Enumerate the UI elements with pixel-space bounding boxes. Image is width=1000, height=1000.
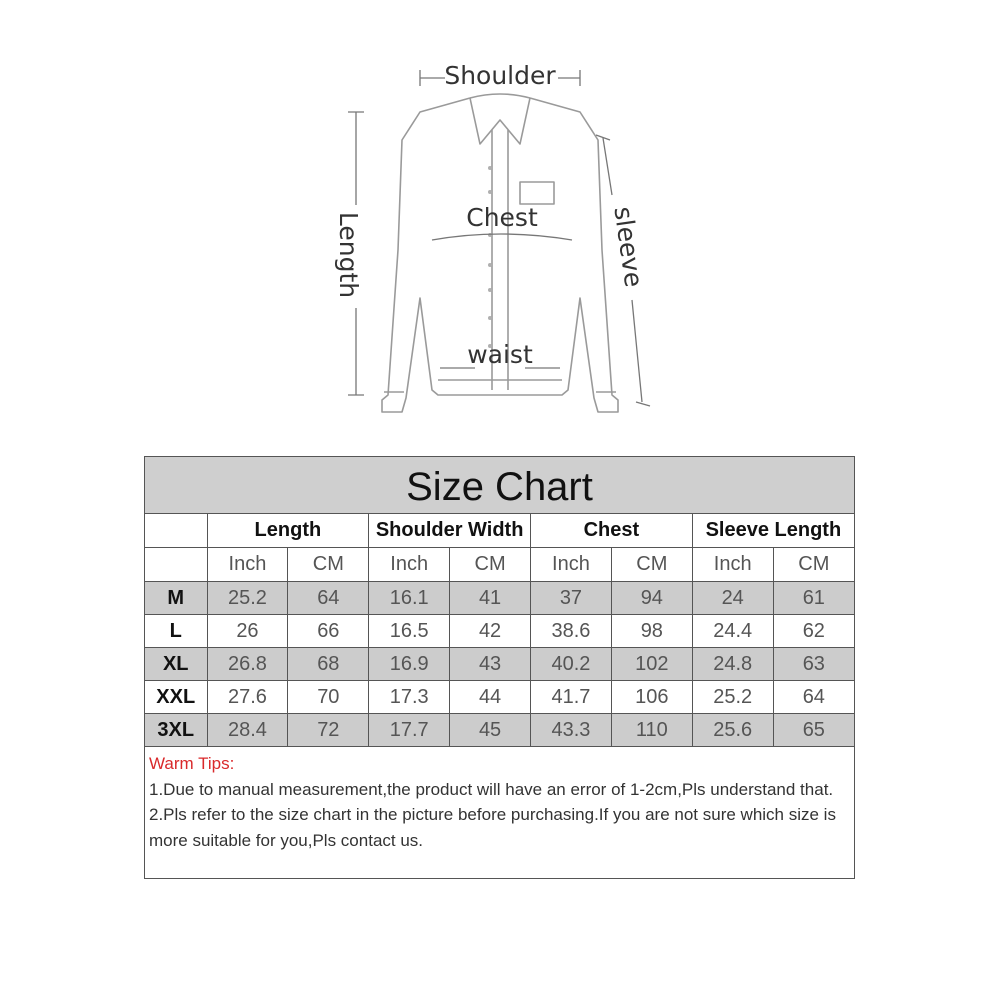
value-cell: 72 bbox=[288, 714, 369, 747]
shoulder-label: Shoulder bbox=[444, 61, 556, 90]
unit-header: CM bbox=[611, 548, 692, 582]
value-cell: 28.4 bbox=[207, 714, 288, 747]
unit-header: CM bbox=[288, 548, 369, 582]
chest-arrow bbox=[432, 234, 572, 240]
value-cell: 24.4 bbox=[692, 615, 773, 648]
unit-header: Inch bbox=[369, 548, 450, 582]
value-cell: 41 bbox=[450, 582, 531, 615]
shirt-illustration bbox=[320, 50, 680, 430]
size-cell: XL bbox=[145, 648, 207, 681]
group-header: Sleeve Length bbox=[692, 514, 854, 548]
value-cell: 64 bbox=[288, 582, 369, 615]
unit-header: Inch bbox=[692, 548, 773, 582]
group-header: Chest bbox=[531, 514, 693, 548]
size-chart bbox=[144, 456, 855, 879]
unit-header: CM bbox=[773, 548, 854, 582]
value-cell: 16.5 bbox=[369, 615, 450, 648]
shirt-measurement-diagram bbox=[320, 50, 680, 430]
group-header: Length bbox=[207, 514, 369, 548]
value-cell: 62 bbox=[773, 615, 854, 648]
size-chart-title: Size Chart bbox=[145, 457, 854, 514]
shirt-pocket bbox=[520, 182, 554, 204]
warm-tips-title: Warm Tips: bbox=[149, 754, 235, 773]
length-label: Length bbox=[334, 211, 363, 299]
value-cell: 25.2 bbox=[207, 582, 288, 615]
value-cell: 38.6 bbox=[531, 615, 612, 648]
value-cell: 110 bbox=[611, 714, 692, 747]
size-cell: XXL bbox=[145, 681, 207, 714]
size-cell: 3XL bbox=[145, 714, 207, 747]
unit-header: Inch bbox=[531, 548, 612, 582]
value-cell: 17.3 bbox=[369, 681, 450, 714]
unit-header: Inch bbox=[207, 548, 288, 582]
value-cell: 24.8 bbox=[692, 648, 773, 681]
sleeve-label: sleeve bbox=[608, 204, 649, 289]
size-table bbox=[145, 514, 854, 747]
table-row bbox=[145, 582, 854, 615]
table-row bbox=[145, 648, 854, 681]
unit-header-row bbox=[145, 548, 854, 582]
value-cell: 102 bbox=[611, 648, 692, 681]
value-cell: 66 bbox=[288, 615, 369, 648]
tip-line: 2.Pls refer to the size chart in the picture before purchasing.If you are not sure which size is more suitable for you,Pls contact us. bbox=[149, 805, 836, 850]
value-cell: 43 bbox=[450, 648, 531, 681]
value-cell: 45 bbox=[450, 714, 531, 747]
value-cell: 25.2 bbox=[692, 681, 773, 714]
value-cell: 61 bbox=[773, 582, 854, 615]
table-row bbox=[145, 681, 854, 714]
value-cell: 25.6 bbox=[692, 714, 773, 747]
shirt-collar bbox=[470, 94, 530, 144]
corner-cell bbox=[145, 514, 207, 548]
warm-tips bbox=[145, 747, 854, 853]
value-cell: 70 bbox=[288, 681, 369, 714]
value-cell: 68 bbox=[288, 648, 369, 681]
value-cell: 41.7 bbox=[531, 681, 612, 714]
value-cell: 27.6 bbox=[207, 681, 288, 714]
value-cell: 65 bbox=[773, 714, 854, 747]
size-cell: L bbox=[145, 615, 207, 648]
value-cell: 64 bbox=[773, 681, 854, 714]
value-cell: 106 bbox=[611, 681, 692, 714]
value-cell: 94 bbox=[611, 582, 692, 615]
group-header: Shoulder Width bbox=[369, 514, 531, 548]
value-cell: 17.7 bbox=[369, 714, 450, 747]
table-row bbox=[145, 615, 854, 648]
value-cell: 98 bbox=[611, 615, 692, 648]
value-cell: 40.2 bbox=[531, 648, 612, 681]
value-cell: 16.1 bbox=[369, 582, 450, 615]
tip-line: 1.Due to manual measurement,the product will have an error of 1-2cm,Pls understand that. bbox=[149, 779, 834, 799]
value-cell: 63 bbox=[773, 648, 854, 681]
value-cell: 37 bbox=[531, 582, 612, 615]
corner-cell bbox=[145, 548, 207, 582]
value-cell: 43.3 bbox=[531, 714, 612, 747]
value-cell: 42 bbox=[450, 615, 531, 648]
size-cell: M bbox=[145, 582, 207, 615]
unit-header: CM bbox=[450, 548, 531, 582]
table-row bbox=[145, 714, 854, 747]
value-cell: 16.9 bbox=[369, 648, 450, 681]
waist-label: waist bbox=[467, 340, 533, 369]
value-cell: 26.8 bbox=[207, 648, 288, 681]
group-header-row bbox=[145, 514, 854, 548]
value-cell: 44 bbox=[450, 681, 531, 714]
chest-label: Chest bbox=[466, 203, 538, 232]
value-cell: 26 bbox=[207, 615, 288, 648]
value-cell: 24 bbox=[692, 582, 773, 615]
